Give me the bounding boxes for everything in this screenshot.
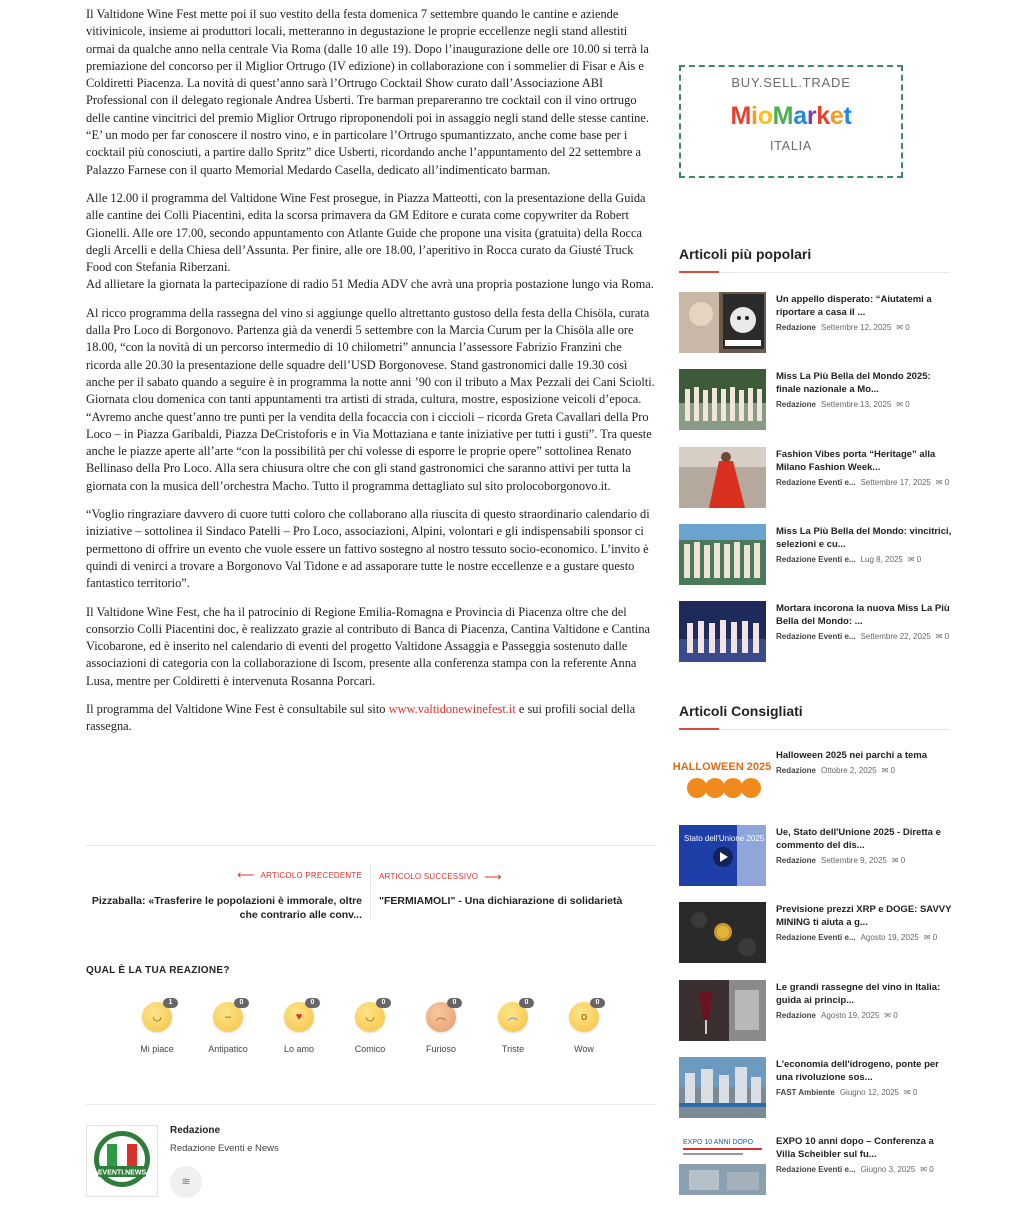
emoji-face: ︵ — [435, 1011, 447, 1023]
text-run: e sui profili social della rassegna. — [86, 701, 636, 734]
brand-letter: a — [793, 102, 807, 130]
emoji-face: ◡ — [152, 1011, 162, 1023]
previous-article-link[interactable] — [82, 866, 362, 922]
emoji-face: ♥ — [295, 1011, 303, 1023]
item-author[interactable]: Redazione Eventi e... — [776, 1165, 856, 1174]
article-paragraph: Alle 12.00 il programma del Valtidone Wine Fest prosegue, in Piazza Matteotti, con la presentazione della Guida alle cantine dei Colli Piacentini, edita la scorsa primavera da GM Editore e curata come copywriter da Robert Gionelli. Alle ore 17.00, secondo appuntamento con Atlante Guide che propone una visita (gratuita) della Rocca degli Arcelli e della Chiesa dell’Assunta. Per finire, alle ore 18.00, l’aperitivo in Rocca curato da Giusté Truck Food con Stefania Riberzani. — [86, 190, 646, 275]
thumb-text: HALLOWEEN 2025 — [672, 761, 772, 773]
item-author[interactable]: FAST Ambiente — [776, 1088, 835, 1097]
item-author[interactable]: Redazione — [776, 766, 817, 775]
brand-letter: M — [730, 102, 752, 130]
comment-icon: ✉ — [881, 766, 891, 775]
comment-icon: ✉ — [935, 632, 945, 641]
reaction-label: Antipatico — [208, 1044, 248, 1054]
laughing-emoji-icon[interactable] — [355, 999, 386, 1032]
item-meta — [776, 1165, 956, 1174]
article-paragraph: Il Valtidone Wine Fest, che ha il patrocinio di Regione Emilia-Romagna e Provincia di Piacenza oltre che del consorzio Colli Piacentini doc, è realizzato grazie al contributo di Banca di Piacenza, Cantina Valtidone e Cantina Vicobarone, ed è inserito nel calendario di eventi del progetto Valtidone Assaggia e Passeggia sostenuto dalle associazioni di categoria con la collaborazione di Iscom, presente alla conferenza stampa con la referente Anna Lusa, mentre per Coldiretti è intervenuta Rosanna Porcari. — [86, 604, 651, 688]
next-label — [379, 870, 502, 884]
reaction-count: 0 — [590, 998, 605, 1008]
article-thumbnail[interactable] — [679, 447, 766, 508]
popular-item[interactable] — [679, 524, 954, 586]
recommended-item-title[interactable]: L'economia dell'idrogeno, ponte per una rivoluzione sos... — [776, 1059, 939, 1083]
item-author[interactable]: Redazione — [776, 856, 817, 865]
item-meta — [776, 400, 956, 409]
reaction-funny[interactable] — [335, 999, 405, 1054]
item-meta — [776, 1088, 956, 1097]
article-paragraph — [86, 701, 658, 736]
previous-label-text: ARTICOLO PRECEDENTE — [260, 870, 362, 880]
popular-item-title[interactable]: Miss La Più Bella del Mondo: vincitrici, selezioni e cu... — [776, 526, 952, 550]
brand-letter: M — [772, 102, 794, 130]
item-meta — [776, 478, 956, 487]
popular-item-title[interactable]: Fashion Vibes porta “Heritage” alla Milano Fashion Week... — [776, 449, 936, 473]
reactions-bar — [122, 999, 622, 1062]
brand-letter: t — [843, 102, 852, 130]
recommended-item[interactable] — [672, 748, 954, 810]
item-date: Agosto 19, 2025 — [860, 933, 919, 942]
emoji-face: – — [224, 1011, 232, 1023]
reaction-sad[interactable] — [478, 999, 548, 1054]
recommended-item[interactable] — [679, 1057, 954, 1119]
item-meta — [776, 933, 956, 942]
reaction-love[interactable] — [264, 999, 334, 1054]
popular-item[interactable] — [679, 447, 954, 509]
emoji-face: ◡ — [365, 1011, 375, 1023]
comment-count: 0 — [912, 1088, 918, 1097]
logo-text: EVENTI.NEWS — [97, 1169, 147, 1177]
festival-site-link[interactable]: www.valtidonewinefest.it — [388, 701, 516, 716]
author-top-divider — [86, 1104, 656, 1105]
recommended-heading-rule — [679, 729, 950, 730]
article-paragraph: Il Valtidone Wine Fest mette poi il suo vestito della festa domenica 7 settembre quando le cantine e aziende vitivinicole, insieme ai produttori locali, metteranno in degustazione le proprie eccellenze negli stand allestiti ormai da qualche anno nella centrale Via Roma (dalle 10 alle 19). Dopo l’inaugurazione delle ore 10.00 si terrà la premiazione del concorso per il Miglior Ortrugo (IV edizione) in collaborazione con i sommelier di Fisar e Ais e Coldiretti Piacenza. La novità di quest’anno sarà l’Ortrugo Cocktail Show curato dall’Associazione ABI Professional con il delegato regionale Andrea Usberti. Tre barman prepareranno tre cocktail con il vino ortrugo delle cantine vincitrici del premio Miglior Ortrugo riproponendoli poi in assaggio negli stand delle stesse cantine. “E’ un modo per far conoscere il nostro vino, e in particolare l’Ortrugo spumantizzato, anche come base per i cocktail più conosciuti, a partire dallo Spritz” dice Usberti, ricordando anche l’appuntamento del 22 settembre a Palazzo Farnese con il quarto Memorial Medardo Casella, dedicato all’indimenticato barman. — [86, 7, 649, 177]
reaction-label: Lo amo — [283, 1044, 315, 1054]
article-paragraph: Al ricco programma della rassegna del vino si aggiunge quello altrettanto gustoso della festa della Chisöla, curata dalla Pro Loco di Borgonovo. Partenza già da venerdì 5 settembre con la Marcia Curum per la Chisöla alle ore 18.00, “con la novità di un percorso intermedio di 10 chilometri” annuncia l’assessore Fabrizio Franzini che ricorda alle 20.30 la presentazione delle squadre dell’USD Borgonovese. Stand gastronomici dalle 19.30 così anche per il sabato quando a seguire è in programma la notte anni ’90 con il tributo a Max Pezzali dei Cani Sciolti. — [86, 305, 655, 389]
item-date: Settembre 9, 2025 — [821, 856, 887, 865]
brand-letter: r — [806, 102, 817, 130]
popular-item[interactable] — [679, 292, 954, 354]
item-author[interactable]: Redazione — [776, 400, 817, 409]
popular-item-title[interactable]: Mortara incorona la nuova Miss La Più Bella del Mondo: ... — [776, 603, 950, 627]
item-meta — [776, 766, 956, 775]
comment-count: 0 — [900, 856, 906, 865]
reaction-count: 1 — [163, 998, 178, 1008]
article-paragraph: “Voglio ringraziare davvero di cuore tutti coloro che collaborano alla riuscita di questo straordinario calendario di iniziative – sottolinea il Sindaco Patelli – Pro Loco, associazioni, Alpini, volontari e gli indispensabili sponsor ci permettono di offrire un evento che vuole essere un fattivo sostegno al nostro tessuto socio-economico. L’invito è quindi di venirci a trovare a Borgonovo Val Tidone e ad assaporare tutte le nostre eccellenze e a gustare questo fantastico territorio”. — [86, 507, 650, 591]
reaction-label: Wow — [574, 1044, 594, 1054]
article-thumbnail[interactable] — [679, 524, 766, 585]
comment-icon: ✉ — [923, 933, 933, 942]
item-date: Settembre 17, 2025 — [860, 478, 931, 487]
popular-item-title[interactable]: Miss La Più Bella del Mondo 2025: finale nazionale a Mo... — [776, 371, 931, 395]
reaction-label: Mi piace — [140, 1044, 174, 1054]
comment-icon: ✉ — [896, 400, 906, 409]
popular-heading-rule — [679, 272, 950, 273]
post-navigation — [86, 860, 656, 930]
reaction-like[interactable] — [122, 999, 192, 1054]
comment-count: 0 — [944, 478, 950, 487]
comment-icon: ✉ — [891, 856, 901, 865]
ad-tagline: BUY.SELL.TRADE — [731, 75, 851, 90]
article-thumbnail[interactable] — [679, 292, 766, 353]
item-meta — [776, 632, 956, 641]
nav-top-divider — [86, 845, 656, 846]
reactions-heading: QUAL È LA TUA REAZIONE? — [86, 965, 230, 976]
brand-letter: o — [757, 102, 773, 130]
miomarket-ad-banner[interactable] — [679, 65, 903, 178]
comment-icon: ✉ — [884, 1011, 894, 1020]
item-author[interactable]: Redazione — [776, 1011, 817, 1020]
comment-count: 0 — [944, 632, 950, 641]
reaction-count: 0 — [376, 998, 391, 1008]
item-author[interactable]: Redazione — [776, 323, 817, 332]
nav-separator — [370, 864, 371, 920]
recommended-item[interactable] — [679, 1134, 954, 1196]
comment-count: 0 — [932, 933, 938, 942]
surprised-emoji-icon[interactable] — [569, 999, 600, 1032]
next-article-link[interactable] — [379, 866, 656, 908]
article-paragraph: Giornata clou domenica con tanti appuntamenti tra artisti di strada, cultura, mostre, esposizione veicoli d’epoca. “Avremo anche quest’anno tre punti per la vendita della focaccia con i ciccioli – ricorda Greta Cavallari della Pro Loco – in Piazza Garibaldi, Piazza DeCristoforis e in Via Mottaziana e tante iniziative per tutti i gusti”. Tra queste anche le piazze aperte all’arte “con la possibilità per chi volesse di esporre le proprie opere” sottolinea Renato Bellinaso della Pro Loco. Alla sera chiusura oltre che con gli stand gastronomici che saranno attivi per tutta la giornata con la musica dell’orchestra Macho. Tutto il programma dettagliato sul sito prolocoborgonovo.it. — [86, 392, 652, 493]
arrow-left-icon: ⟵ — [237, 868, 255, 882]
recommended-item-title[interactable]: Le grandi rassegne del vino in Italia: guida ai princip... — [776, 982, 941, 1006]
article-thumbnail[interactable] — [679, 1057, 766, 1118]
item-author[interactable]: Redazione Eventi e... — [776, 478, 856, 487]
reaction-label: Furioso — [425, 1044, 456, 1054]
comment-count: 0 — [916, 555, 922, 564]
brand-letter: k — [816, 102, 830, 130]
item-date: Giugno 12, 2025 — [839, 1088, 899, 1097]
emoji-face: o — [580, 1011, 588, 1023]
thumb-text: Stato dell'Unione 2025 — [684, 834, 765, 843]
article-thumbnail[interactable] — [679, 369, 766, 430]
recommended-item-title[interactable]: Ue, Stato dell'Unione 2025 - Diretta e commento del dis... — [776, 827, 941, 851]
brand-letter: i — [751, 102, 758, 130]
author-subtitle: Redazione Eventi e News — [170, 1143, 279, 1154]
ad-country: ITALIA — [769, 139, 813, 153]
comment-icon: ✉ — [904, 1088, 913, 1097]
reaction-count: 0 — [305, 998, 320, 1008]
reaction-dislike[interactable] — [193, 999, 263, 1054]
comment-icon: ✉ — [907, 555, 917, 564]
article-thumbnail[interactable] — [679, 980, 766, 1041]
reaction-count: 0 — [234, 998, 249, 1008]
previous-label — [237, 868, 362, 882]
item-date: Settembre 12, 2025 — [821, 323, 892, 332]
item-date: Settembre 22, 2025 — [860, 632, 931, 641]
popular-item-title[interactable]: Un appello disperato: “Aiutatemi a riportare a casa il ... — [776, 294, 932, 318]
popular-item[interactable] — [679, 369, 954, 431]
previous-article-title[interactable]: Pizzaballa: «Trasferire le popolazioni è immorale, oltre che contrario alle conv... — [91, 895, 362, 921]
next-label-text: ARTICOLO SUCCESSIVO — [379, 872, 479, 881]
emoji-face: ︵ — [507, 1011, 519, 1023]
reaction-wow[interactable] — [549, 999, 619, 1054]
recommended-item[interactable] — [679, 980, 954, 1042]
brand-letter: e — [829, 102, 844, 130]
item-author[interactable]: Redazione Eventi e... — [776, 933, 856, 942]
neutral-emoji-icon[interactable] — [213, 999, 244, 1032]
comment-count: 0 — [893, 1011, 898, 1020]
item-date: Settembre 13, 2025 — [821, 400, 892, 409]
article-thumbnail[interactable] — [679, 902, 766, 963]
article-thumbnail[interactable] — [679, 601, 766, 662]
recommended-heading-accent — [679, 728, 719, 730]
comment-count: 0 — [905, 323, 910, 332]
recommended-item-title[interactable]: EXPO 10 anni dopo – Conferenza a Villa Scheibler sul fu... — [776, 1136, 934, 1160]
reaction-label: Comico — [354, 1044, 386, 1054]
author-avatar[interactable] — [86, 1125, 158, 1197]
item-author[interactable]: Redazione Eventi e... — [776, 555, 856, 564]
recommended-item-title[interactable]: Halloween 2025 nei parchi a tema — [776, 750, 928, 761]
popular-heading: Articoli più popolari — [679, 246, 812, 262]
comment-icon: ✉ — [935, 478, 945, 487]
item-date: Ottobre 2, 2025 — [821, 766, 877, 775]
rss-icon[interactable]: ≋ — [170, 1166, 202, 1198]
eventi-news-logo — [87, 1126, 157, 1196]
item-meta — [776, 323, 956, 332]
reaction-angry[interactable] — [406, 999, 476, 1054]
item-meta — [776, 555, 956, 564]
article-paragraph: Ad allietare la giornata la partecipazione di radio 51 Media ADV che avrà una propria postazione lungo via Roma. — [86, 277, 654, 292]
item-date: Giugno 3, 2025 — [860, 1165, 916, 1174]
article-thumbnail[interactable] — [679, 1134, 766, 1195]
recommended-heading: Articoli Consigliati — [679, 703, 803, 719]
smile-emoji-icon[interactable] — [142, 999, 173, 1032]
comment-count: 0 — [929, 1165, 934, 1174]
recommended-item-title[interactable]: Previsione prezzi XRP e DOGE: SAVVY MINING ti aiuta a g... — [776, 904, 952, 928]
heart-eyes-emoji-icon[interactable] — [284, 999, 315, 1032]
popular-item[interactable] — [679, 601, 954, 663]
recommended-item[interactable] — [679, 902, 954, 964]
author-name[interactable]: Redazione — [170, 1125, 221, 1136]
thumb-text: EXPO 10 ANNI DOPO — [683, 1139, 754, 1146]
reaction-label: Triste — [501, 1044, 525, 1054]
comment-count: 0 — [905, 400, 910, 409]
popular-heading-accent — [679, 271, 719, 273]
item-meta — [776, 856, 956, 865]
comment-icon: ✉ — [896, 323, 906, 332]
recommended-item[interactable] — [679, 825, 954, 887]
article-thumbnail[interactable] — [672, 748, 772, 809]
item-date: Agosto 19, 2025 — [821, 1011, 880, 1020]
reaction-count: 0 — [519, 998, 534, 1008]
reaction-count: 0 — [447, 998, 462, 1008]
crying-emoji-icon[interactable] — [498, 999, 529, 1032]
article-body — [86, 6, 658, 747]
item-meta — [776, 1011, 956, 1020]
item-author[interactable]: Redazione Eventi e... — [776, 632, 856, 641]
ad-brand-logo — [681, 102, 901, 131]
text-run: Il programma del Valtidone Wine Fest è consultabile sul sito — [86, 701, 389, 716]
comment-icon: ✉ — [920, 1165, 930, 1174]
next-article-title[interactable]: "FERMIAMOLI" - Una dichiarazione di solidarietà — [379, 895, 623, 907]
article-thumbnail[interactable] — [679, 825, 766, 886]
arrow-right-icon: ⟶ — [484, 869, 502, 884]
angry-emoji-icon[interactable] — [426, 999, 457, 1032]
item-date: Lug 8, 2025 — [860, 555, 903, 564]
comment-count: 0 — [890, 766, 895, 775]
